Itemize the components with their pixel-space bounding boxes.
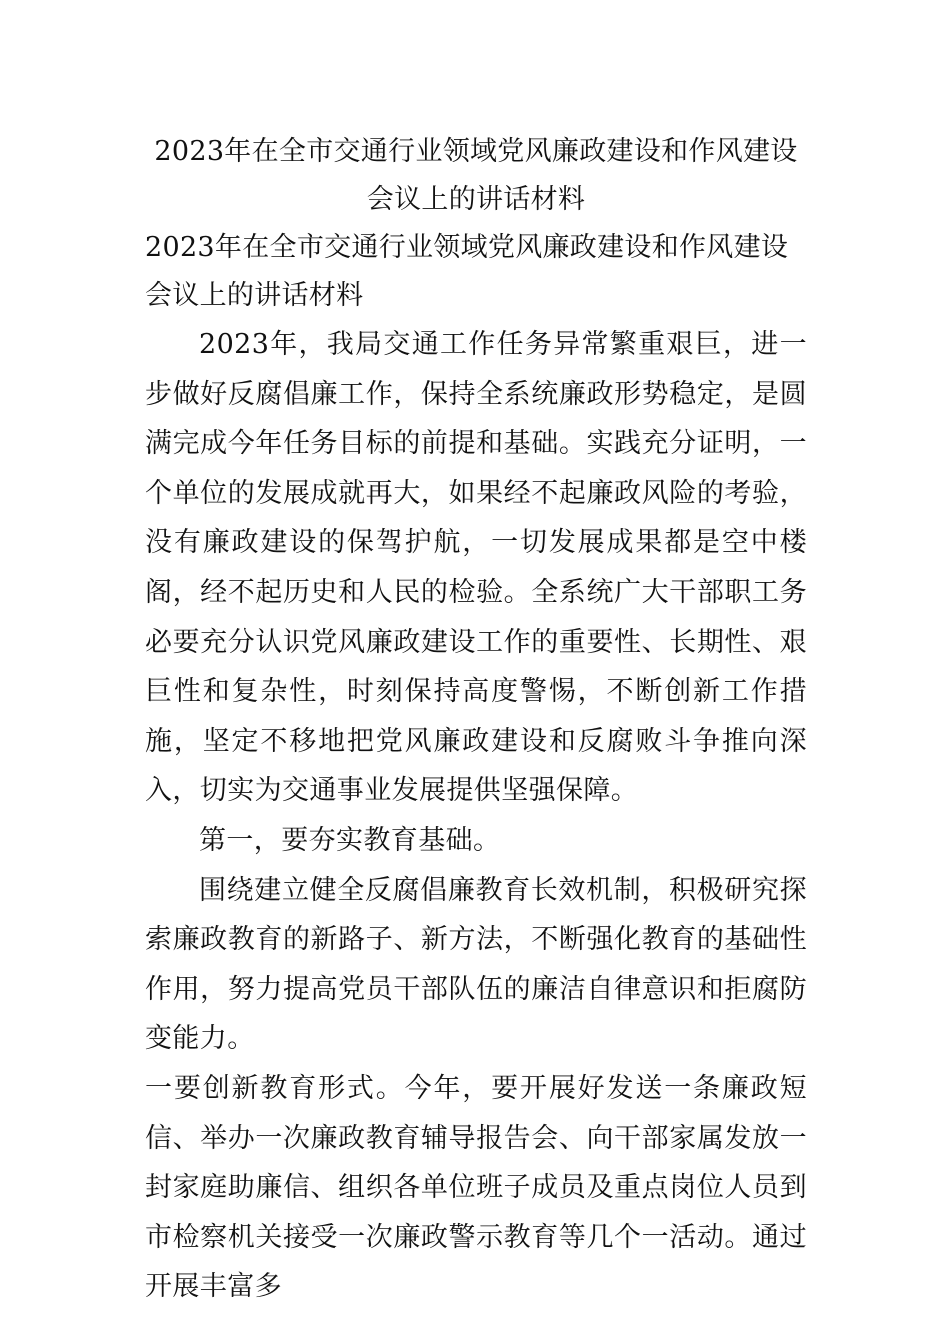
document-title-centered: 2023年在全市交通行业领域党风廉政建设和作风建设会议上的讲话材料: [154, 136, 798, 215]
document-body: [145, 128, 807, 1312]
paragraph-innovate-education: 一要创新教育形式。今年，要开展好发送一条廉政短信、举办一次廉政教育辅导报告会、向干部家属发放一封家庭助廉信、组织各单位班子成员及重点岗位人员到市检察机关接受一次廉政警示教育等几个一活动。通过开展丰富多: [145, 1072, 807, 1303]
document-title-repeated: 2023年在全市交通行业领域党风廉政建设和作风建设会议上的讲话材料: [145, 232, 789, 311]
paragraph-intro: 2023年，我局交通工作任务异常繁重艰巨，进一步做好反腐倡廉工作，保持全系统廉政形势稳定，是圆满完成今年任务目标的前提和基础。实践充分证明，一个单位的发展成就再大，如果经不起廉政风险的考验，没有廉政建设的保驾护航，一切发展成果都是空中楼阁，经不起历史和人民的检验。全系统广大干部职工务必要充分认识党风廉政建设工作的重要性、长期性、艰巨性和复杂性，时刻保持高度警惕，不断创新工作措施，坚定不移地把党风廉政建设和反腐败斗争推向深入，切实为交通事业发展提供坚强保障。: [145, 329, 807, 807]
paragraph-heading-first: 第一，要夯实教育基础。: [199, 824, 501, 856]
paragraph-education-basis: 围绕建立健全反腐倡廉教育长效机制，积极研究探索廉政教育的新路子、新方法，不断强化教育的基础性作用，努力提高党员干部队伍的廉洁自律意识和拒腐防变能力。: [145, 874, 807, 1055]
